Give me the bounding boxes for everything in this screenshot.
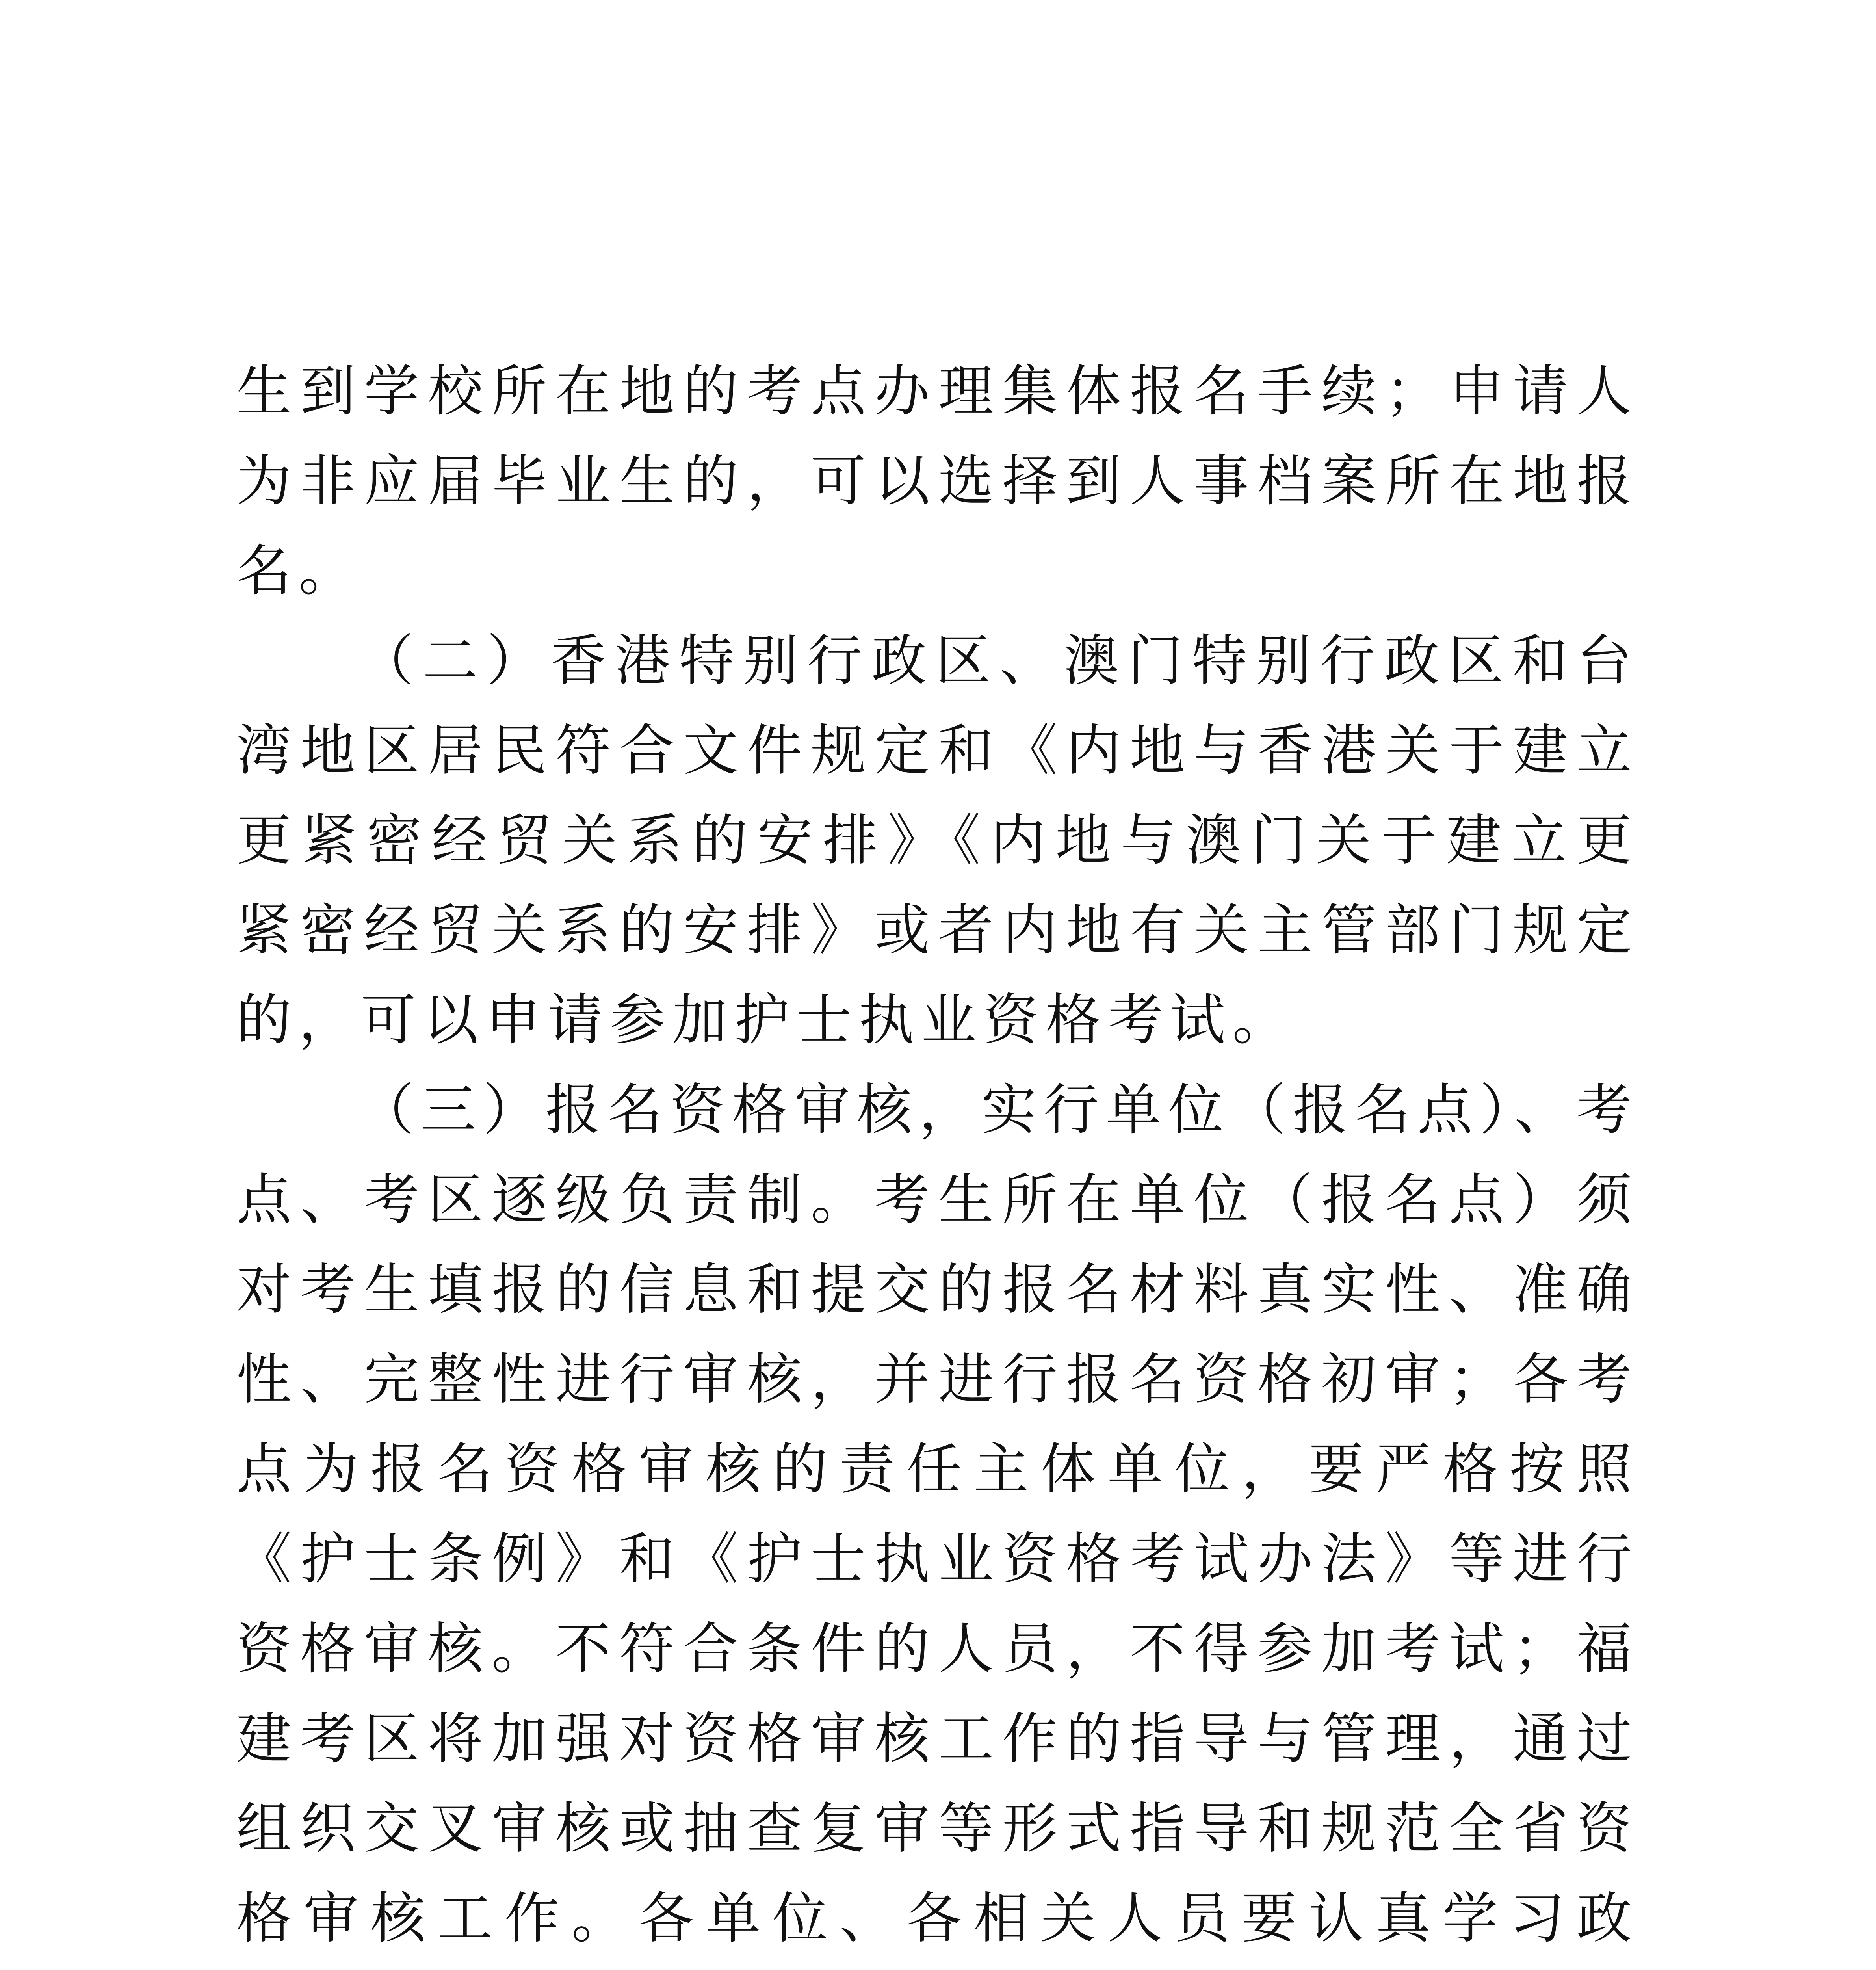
document-body <box>236 347 1639 1970</box>
paragraph-hk-macau-taiwan: （二）香港特别行政区、澳门特别行政区和台湾地区居民符合文件规定和《内地与香港关于建立更紧密经贸关系的安排》《内地与澳门关于建立更紧密经贸关系的安排》或者内地有关主管部门规定的，可以申请参加护士执业资格考试。 <box>236 629 1639 1052</box>
paragraph-qualification-review: （三）报名资格审核，实行单位（报名点）、考点、考区逐级负责制。考生所在单位（报名点）须对考生填报的信息和提交的报名材料真实性、准确性、完整性进行审核，并进行报名资格初审；各考点为报名资格审核的责任主体单位，要严格按照《护士条例》和《护士执业资格考试办法》等进行资格审核。不符合条件的人员，不得参加考试；福建考区将加强对资格审核工作的指导与管理，通过组织交叉审核或抽查复审等形式指导和规范全省资格审核工作。各单位、各相关人员要认真学习政 <box>236 1078 1639 1951</box>
paragraph-continuation: 生到学校所在地的考点办理集体报名手续；申请人为非应届毕业生的，可以选择到人事档案所在地报名。 <box>236 359 1639 603</box>
